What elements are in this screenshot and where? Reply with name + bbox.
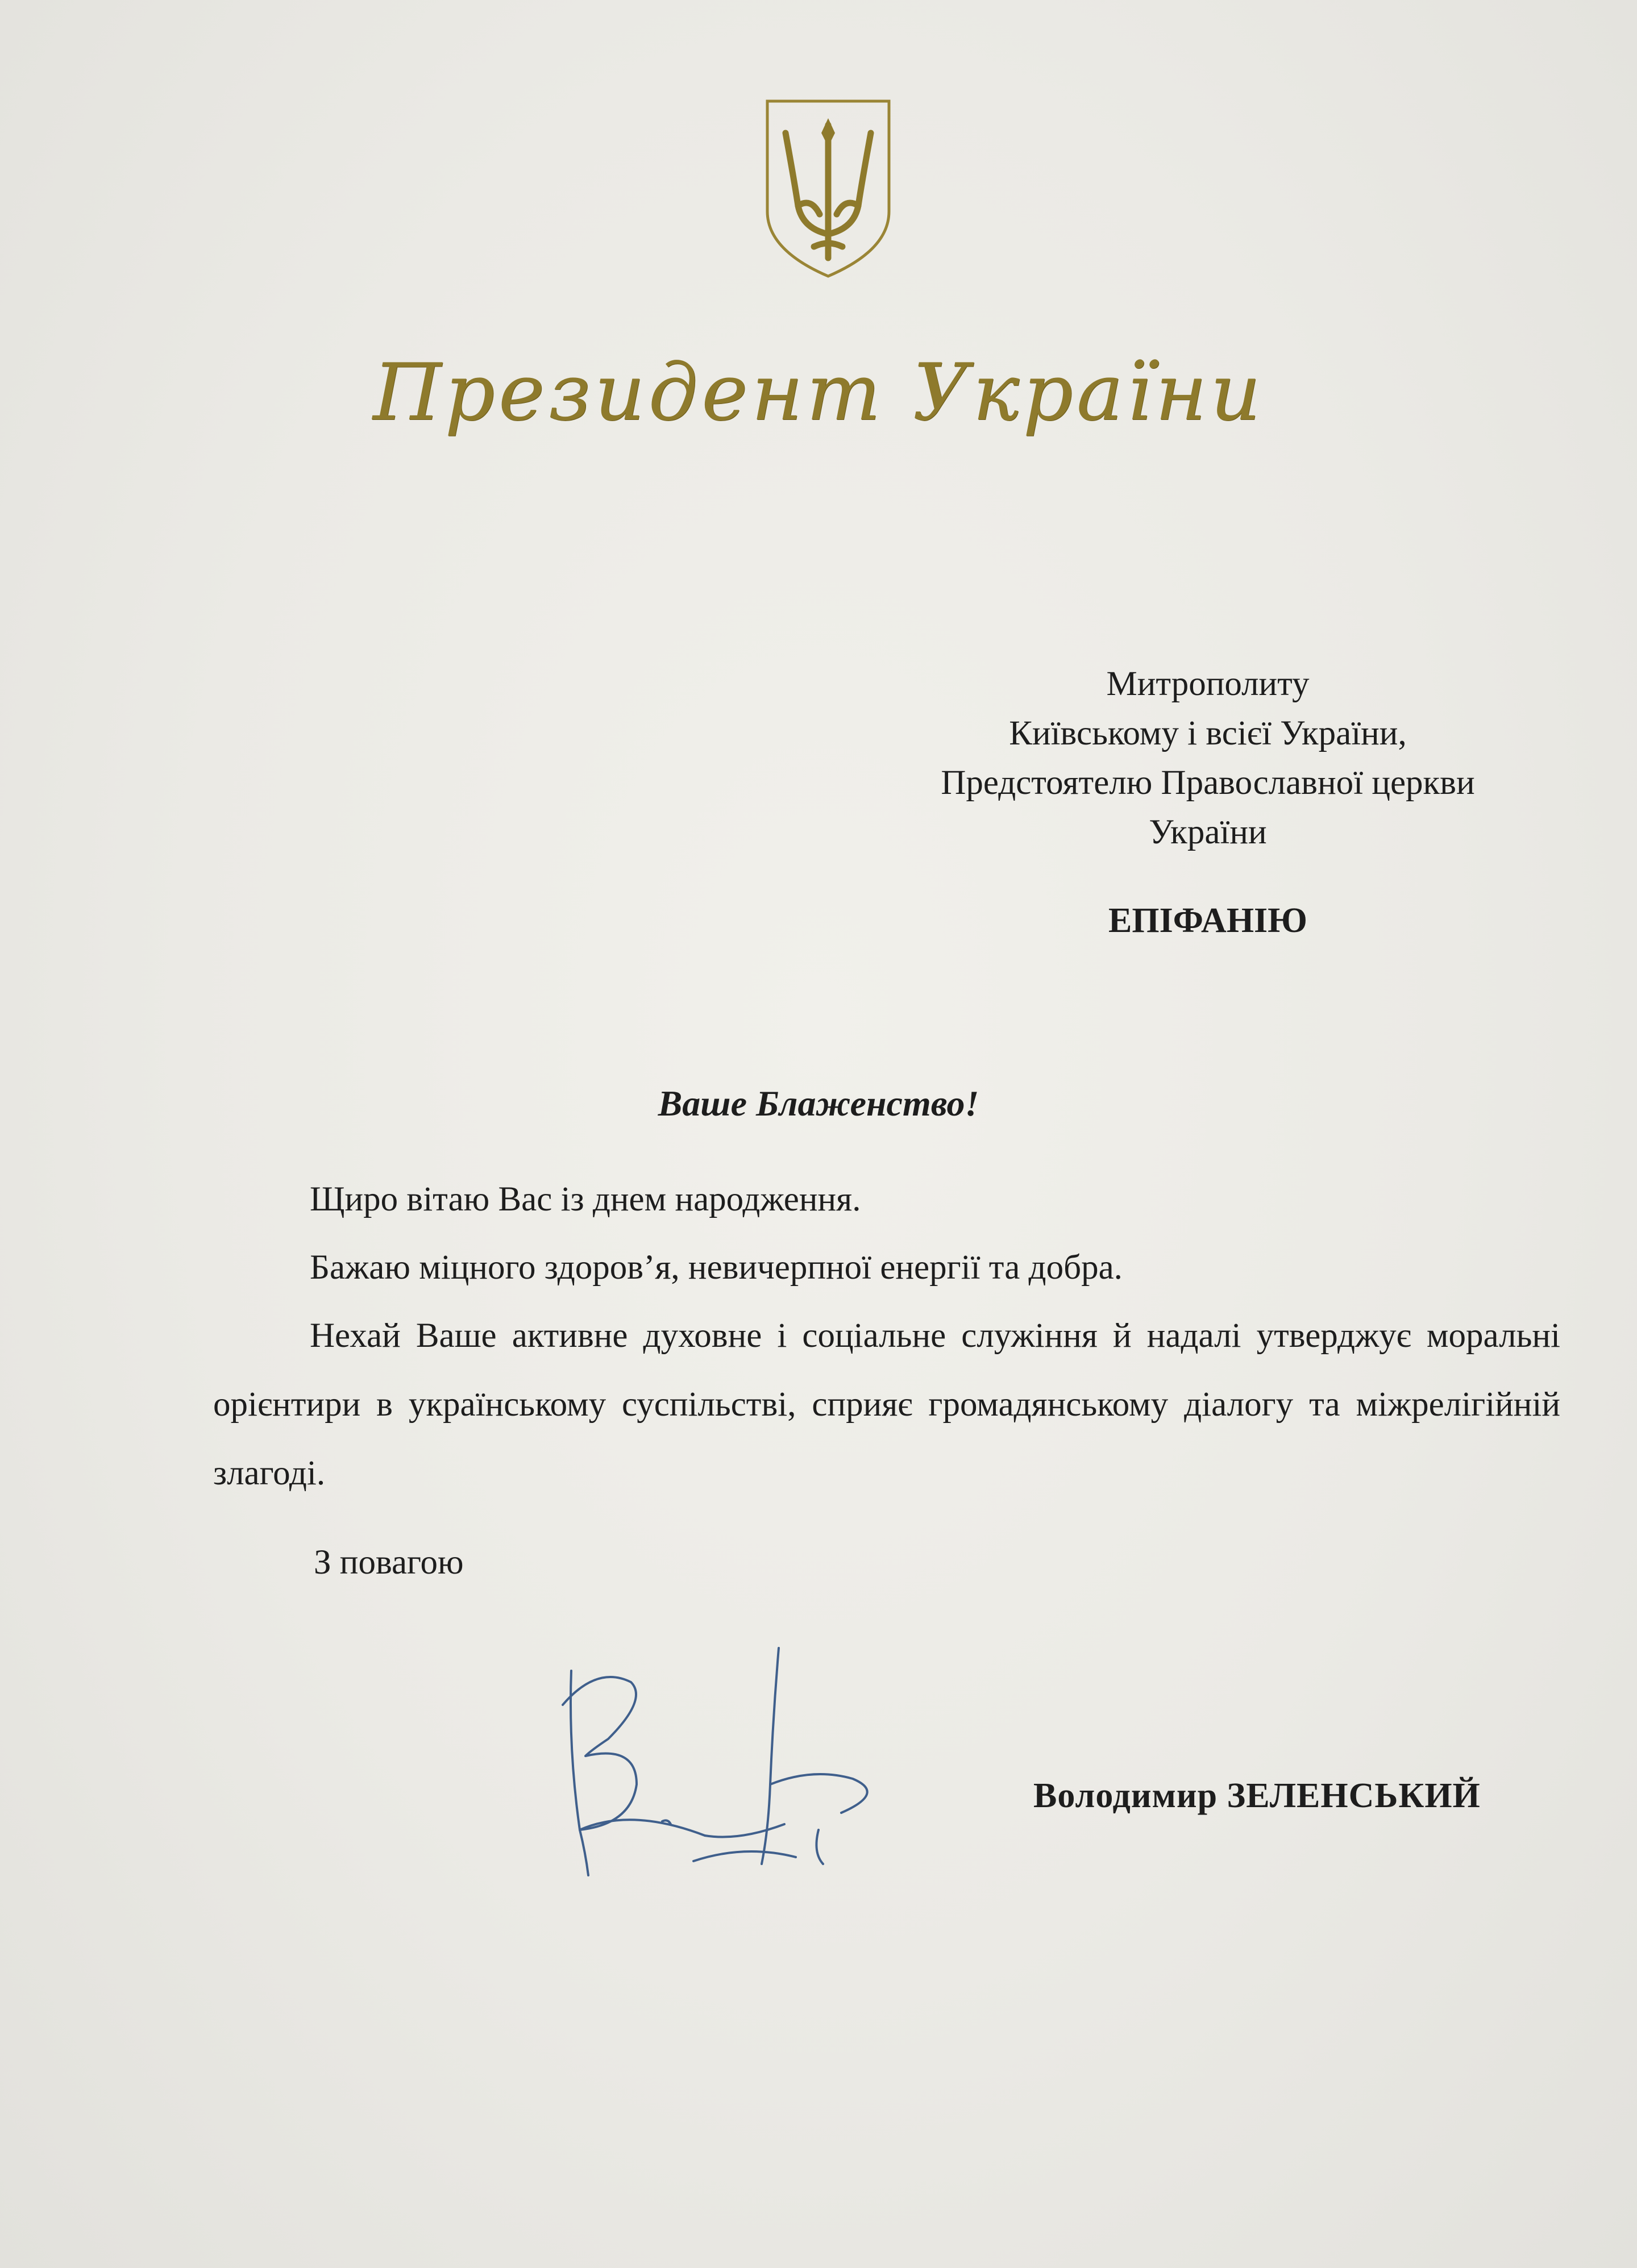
closing-phrase: З повагою: [314, 1543, 464, 1582]
letterhead-title: Президент України: [373, 347, 1264, 438]
salutation: Ваше Блаженство!: [658, 1083, 979, 1123]
handwritten-signature-icon: [546, 1637, 887, 1909]
addressee-block: [887, 659, 1529, 940]
signer-name: Володимир ЗЕЛЕНСЬКИЙ: [1033, 1776, 1481, 1815]
addressee-line: Київському і всієї України,: [1009, 714, 1407, 752]
body-paragraph: Щиро вітаю Вас із днем народження.: [310, 1180, 861, 1218]
body-paragraph: Бажаю міцного здоров’я, невичерпної енергії та добра.: [310, 1249, 1123, 1287]
addressee-name: ЕПІФАНІЮ: [1108, 901, 1307, 940]
addressee-line: Предстоятелю Православної церкви: [941, 764, 1475, 802]
addressee-line: Митрополиту: [1106, 665, 1310, 703]
addressee-line: України: [1149, 813, 1267, 851]
trident-coat-of-arms-icon: [763, 98, 894, 280]
body-paragraph: Нехай Ваше активне духовне і соціальне служіння й надалі утверджує моральні орієнтири в українському суспільстві, сприяє громадянському діалогу та міжрелігійній злагоді.: [213, 1317, 1560, 1492]
